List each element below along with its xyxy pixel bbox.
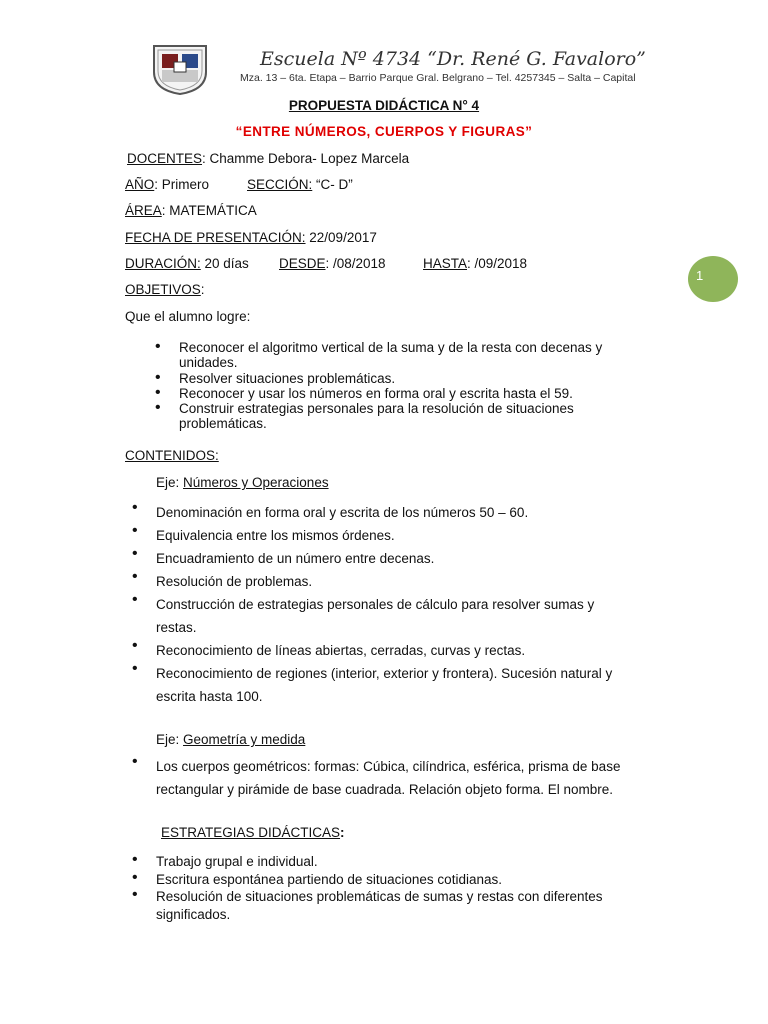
hasta-label: HASTA xyxy=(423,256,468,271)
list-item: • Reconocimiento de líneas abiertas, cerradas, curvas y rectas. xyxy=(156,639,612,662)
eje2-prefix: Eje: xyxy=(156,732,184,747)
estrategias-heading xyxy=(161,825,345,840)
list-item: • Reconocimiento de regiones (interior, exterior y frontera). Sucesión natural y escrita hasta 100. xyxy=(156,662,612,708)
field-docentes xyxy=(127,151,409,166)
estrategias-list xyxy=(156,853,602,923)
list-item: • Reconocer y usar los números en forma oral y escrita hasta el 59. xyxy=(179,386,602,401)
school-address: Mza. 13 – 6ta. Etapa – Barrio Parque Gral. Belgrano – Tel. 4257345 – Salta – Capital xyxy=(240,72,636,84)
field-seccion xyxy=(247,177,353,192)
contenidos-eje1-list xyxy=(156,501,612,708)
desde-label: DESDE xyxy=(279,256,326,271)
anio-label: AÑO xyxy=(125,177,155,192)
estrategias-colon: : xyxy=(340,825,345,840)
eje1-prefix: Eje: xyxy=(156,475,184,490)
school-name: Escuela Nº 4734 “Dr. René G. Favaloro” xyxy=(260,48,646,70)
list-item: • Equivalencia entre los mismos órdenes. xyxy=(156,524,612,547)
list-item: • Reconocer el algoritmo vertical de la suma y de la resta con decenas y unidades. xyxy=(179,340,602,371)
list-item: • Resolver situaciones problemáticas. xyxy=(179,371,602,386)
eje2-name: Geometría y medida xyxy=(183,732,306,747)
eje2-heading xyxy=(156,732,305,747)
seccion-label: SECCIÓN: xyxy=(247,177,313,192)
seccion-value: “C- D” xyxy=(312,177,353,192)
list-item: • Los cuerpos geométricos: formas: Cúbica, cilíndrica, esférica, prisma de base rectangular y pirámide de base cuadrada. Relación objeto forma. El nombre. xyxy=(156,755,620,801)
duracion-value: 20 días xyxy=(200,256,249,271)
anio-value: : Primero xyxy=(154,177,210,192)
field-area xyxy=(125,203,257,218)
school-logo xyxy=(150,42,210,96)
fecha-label: FECHA DE PRESENTACIÓN: xyxy=(125,230,306,245)
list-item: • Escritura espontánea partiendo de situaciones cotidianas. xyxy=(156,871,602,889)
field-hasta xyxy=(423,256,527,271)
list-item: • Construir estrategias personales para la resolución de situaciones problemáticas. xyxy=(179,401,602,432)
objetivos-list xyxy=(179,340,602,432)
field-objetivos xyxy=(125,282,205,297)
contenidos-eje2-list xyxy=(156,755,620,801)
duracion-label: DURACIÓN: xyxy=(125,256,201,271)
field-desde xyxy=(279,256,386,271)
docentes-value: : Chamme Debora- Lopez Marcela xyxy=(202,151,410,166)
list-item: • Denominación en forma oral y escrita de los números 50 – 60. xyxy=(156,501,612,524)
fecha-value: 22/09/2017 xyxy=(305,230,377,245)
hasta-value: : /09/2018 xyxy=(467,256,528,271)
list-item: • Trabajo grupal e individual. xyxy=(156,853,602,871)
eje1-name: Números y Operaciones xyxy=(183,475,329,490)
field-duracion xyxy=(125,256,249,271)
eje1-heading xyxy=(156,475,329,490)
objetivos-colon: : xyxy=(200,282,205,297)
list-item: • Encuadramiento de un número entre decenas. xyxy=(156,547,612,570)
field-fecha xyxy=(125,230,377,245)
page-subtitle: “ENTRE NÚMEROS, CUERPOS Y FIGURAS” xyxy=(235,124,533,139)
list-item: • Resolución de problemas. xyxy=(156,570,612,593)
docentes-label: DOCENTES xyxy=(127,151,203,166)
objetivos-label: OBJETIVOS xyxy=(125,282,201,297)
contenidos-heading: CONTENIDOS: xyxy=(125,448,219,463)
estrategias-label: ESTRATEGIAS DIDÁCTICAS xyxy=(161,825,341,840)
objetivos-intro: Que el alumno logre: xyxy=(125,309,251,324)
page-title: PROPUESTA DIDÁCTICA N° 4 xyxy=(288,98,480,113)
desde-value: : /08/2018 xyxy=(325,256,386,271)
area-value: : MATEMÁTICA xyxy=(161,203,257,218)
field-anio xyxy=(125,177,209,192)
list-item: • Resolución de situaciones problemáticas de sumas y restas con diferentes significados. xyxy=(156,888,602,923)
page-number: 1 xyxy=(696,268,704,283)
area-label: ÁREA xyxy=(125,203,162,218)
page-number-badge xyxy=(688,256,738,302)
list-item: • Construcción de estrategias personales de cálculo para resolver sumas y restas. xyxy=(156,593,612,639)
